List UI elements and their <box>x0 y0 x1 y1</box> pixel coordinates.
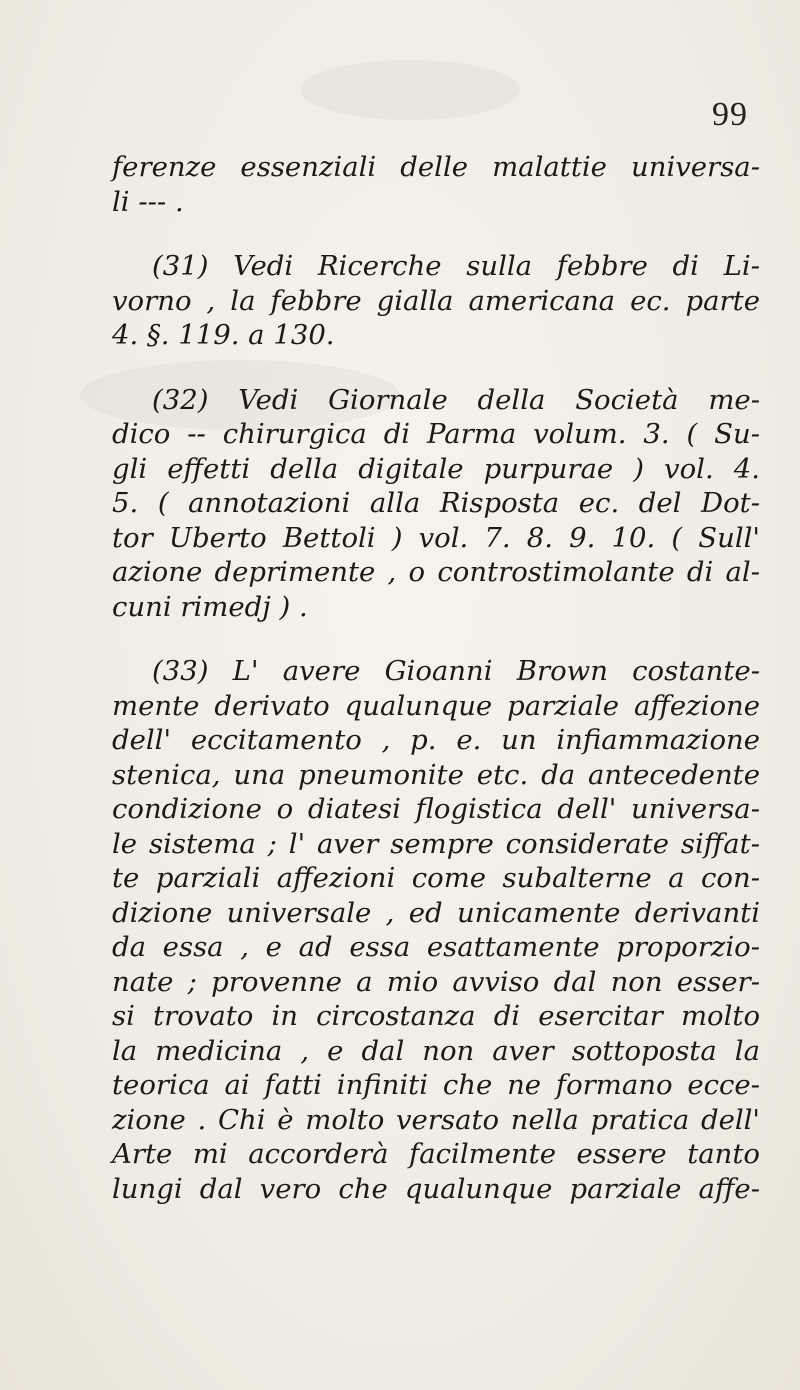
text-line: 4. §. 119. a 130. <box>112 319 335 351</box>
text-line: dizione universale , ed unicamente derivanti <box>112 896 760 929</box>
text-line: vorno , la febbre gialla americana ec. parte <box>112 284 760 317</box>
text-line: ferenze essenziali delle malattie universa- <box>112 151 760 183</box>
text-line: da essa , e ad essa esattamente proporzio- <box>112 931 760 963</box>
paragraph-continuation <box>112 150 760 219</box>
text-line: (32) Vedi Giornale della Società me- <box>152 383 760 416</box>
text-line: stenica, una pneumonite etc. da antecedente <box>112 758 760 791</box>
text-line: le sistema ; l' aver sempre considerate siffat- <box>112 827 760 860</box>
text-line: la medicina , e dal non aver sottoposta la <box>112 1034 760 1067</box>
text-line: te parziali affezioni come subalterne a con- <box>112 862 760 894</box>
text-line: (33) L' avere Gioanni Brown costante- <box>152 655 760 687</box>
text-line: condizione o diatesi flogistica dell' universa- <box>112 793 760 825</box>
body-text <box>112 150 760 1206</box>
text-line: lungi dal vero che qualunque parziale affe- <box>112 1172 760 1205</box>
text-line: si trovato in circostanza di esercitar molto <box>112 1000 760 1032</box>
note-33 <box>112 654 760 1206</box>
text-line: li --- . <box>112 185 184 218</box>
text-line: 5. ( annotazioni alla Risposta ec. del Dot- <box>112 487 760 519</box>
text-line: Arte mi accorderà facilmente essere tanto <box>112 1138 760 1170</box>
text-line: dell' eccitamento , p. e. un infiammazione <box>112 724 760 756</box>
text-line: mente derivato qualunque parziale affezione <box>112 689 760 722</box>
text-line: tor Uberto Bettoli ) vol. 7. 8. 9. 10. ( Sull' <box>112 521 760 554</box>
text-line: dico -- chirurgica di Parma volum. 3. ( Su- <box>112 418 760 450</box>
text-line: (31) Vedi Ricerche sulla febbre di Li- <box>152 250 760 282</box>
text-line: cuni rimedj ) . <box>112 590 308 623</box>
page-number: 99 <box>712 96 748 133</box>
paper-stain <box>300 60 520 120</box>
note-31 <box>112 249 760 353</box>
note-32 <box>112 383 760 625</box>
text-line: teorica ai fatti infiniti che ne formano ecce- <box>112 1069 760 1101</box>
text-line: azione deprimente , o controstimolante di al- <box>112 556 760 588</box>
text-line: nate ; provenne a mio avviso dal non esser- <box>112 965 760 998</box>
text-line: zione . Chi è molto versato nella pratica dell' <box>112 1103 760 1136</box>
text-line: gli effetti della digitale purpurae ) vol. 4. <box>112 452 760 485</box>
